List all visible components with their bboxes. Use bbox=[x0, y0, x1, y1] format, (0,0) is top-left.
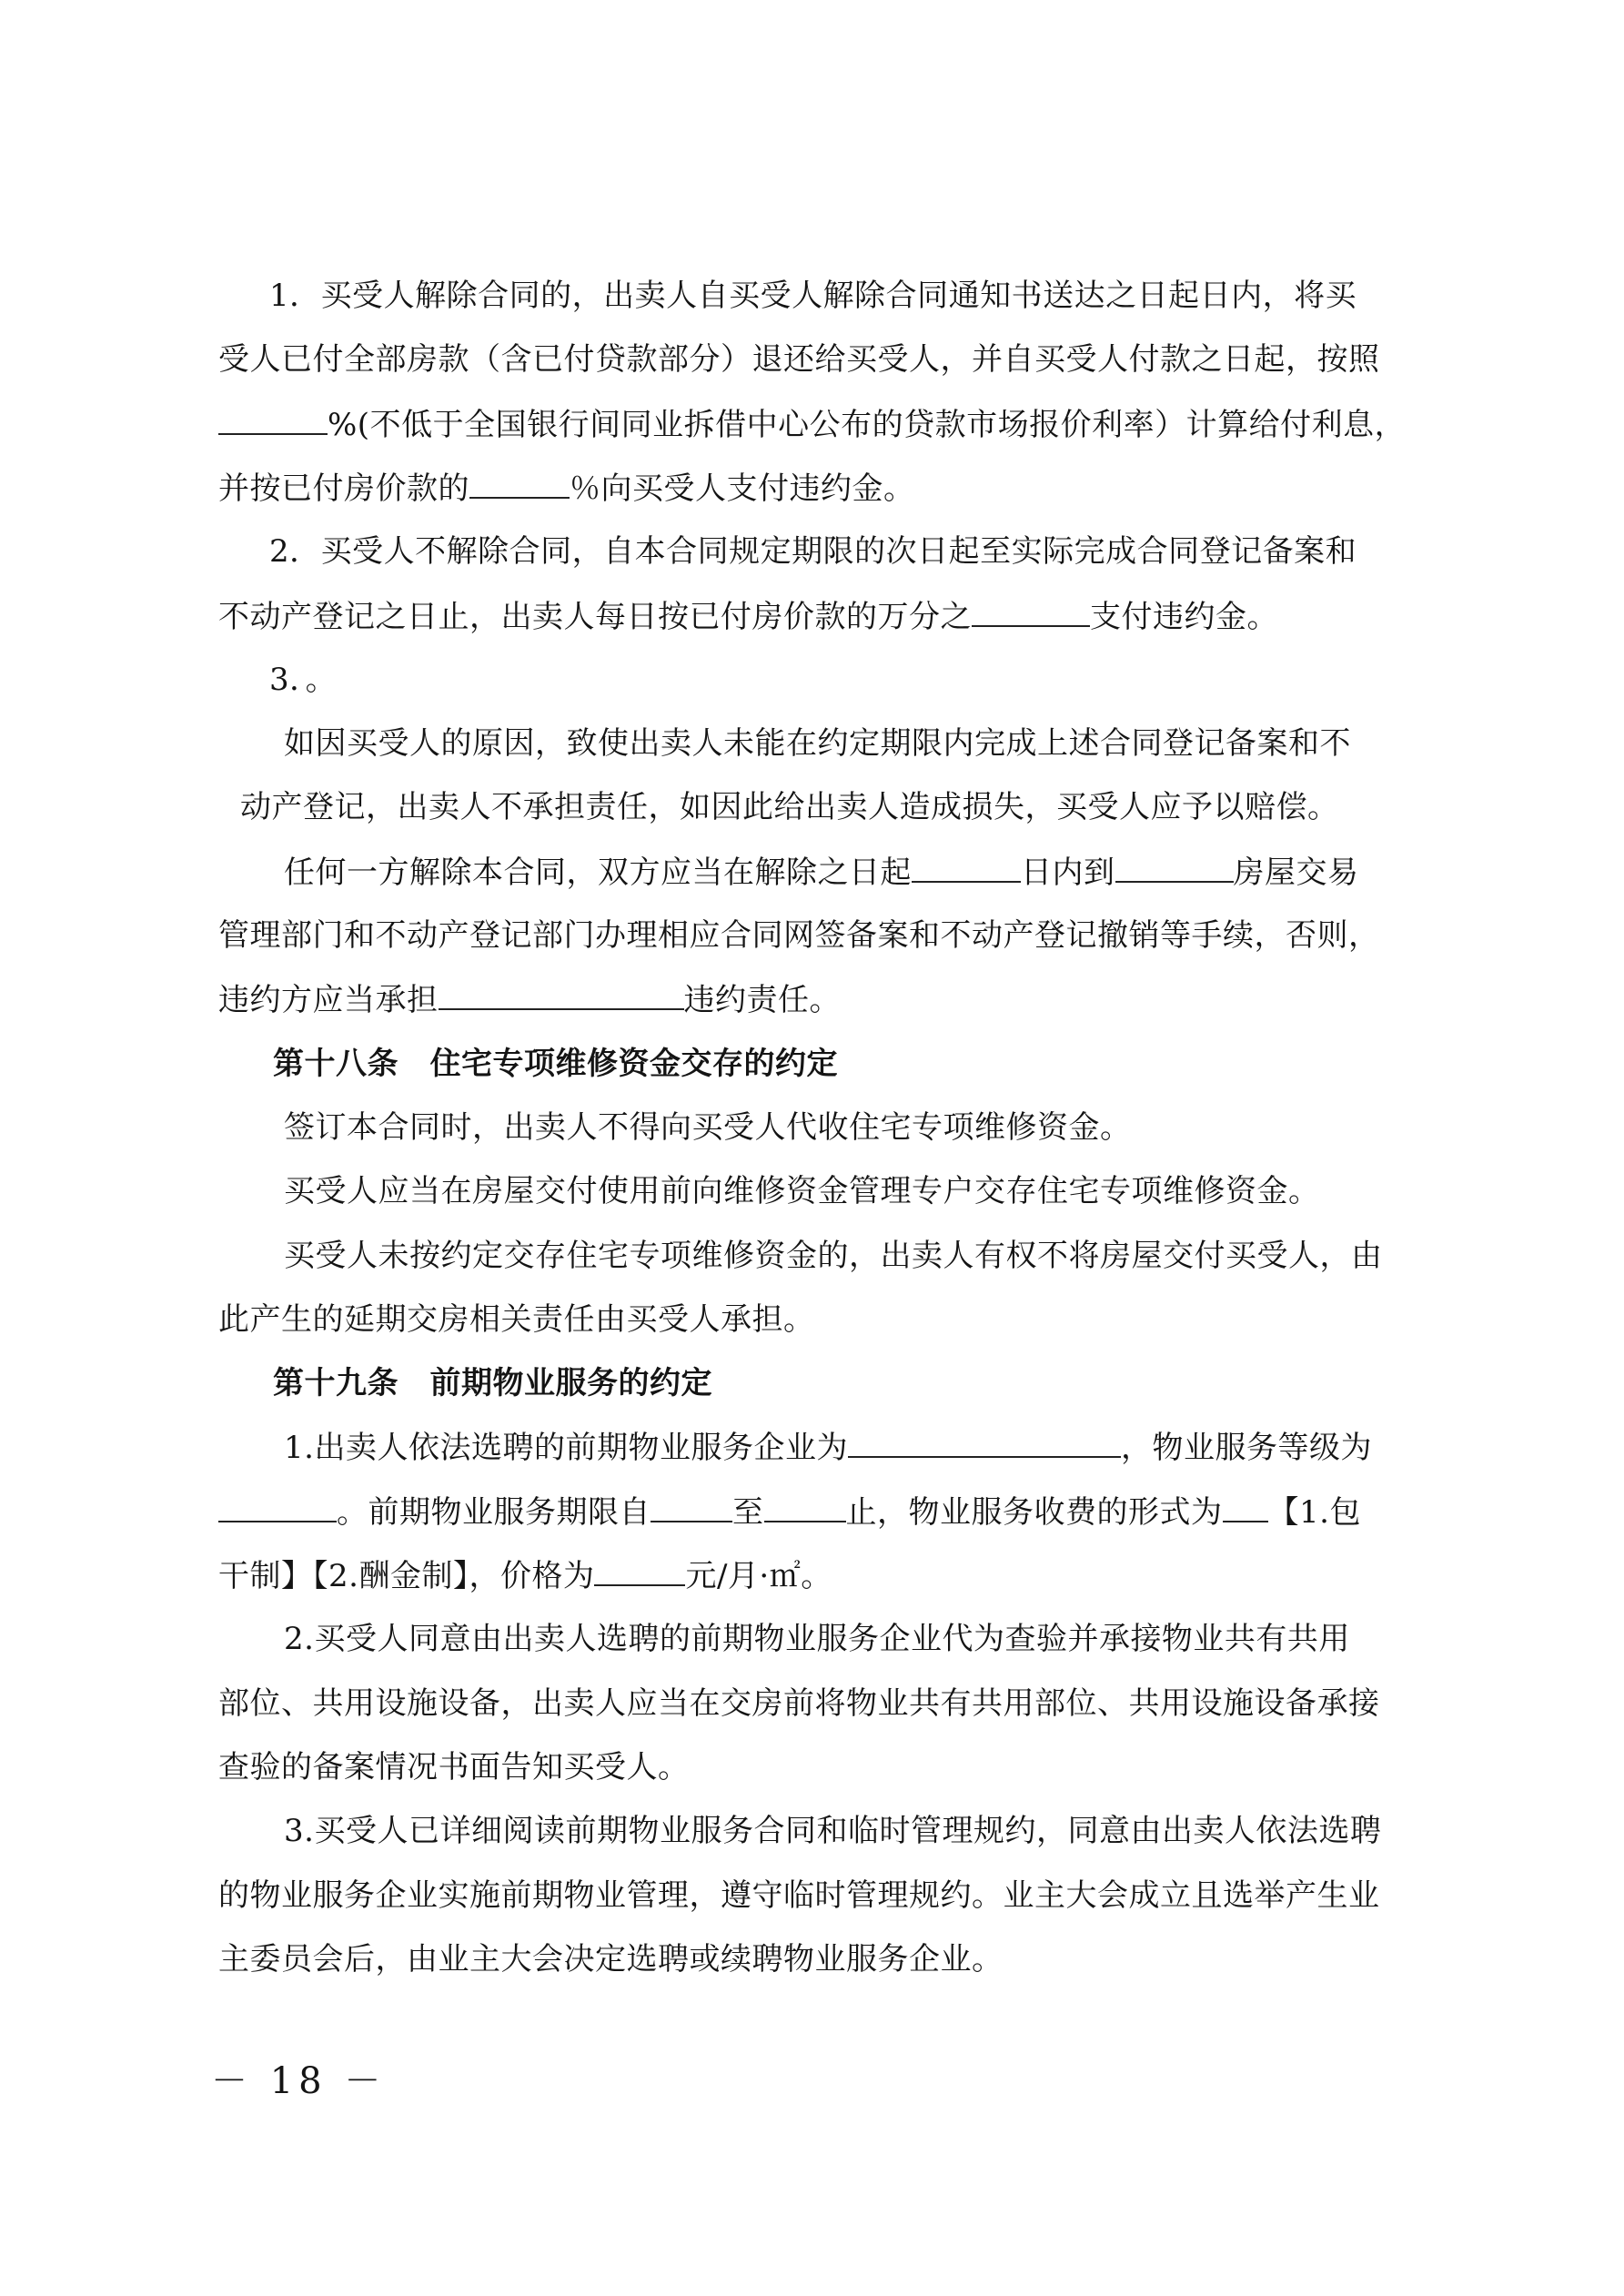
s19-item1-line2: 。前期物业服务期限自 至 止，物业服务收费的形式为 【1.包 bbox=[218, 1493, 1361, 1531]
blank-fee-form[interactable] bbox=[1223, 1493, 1268, 1522]
s17-item1-line4: 并按已付房价款的 ％向买受人支付违约金。 bbox=[218, 470, 915, 507]
blank-daily-penalty[interactable] bbox=[972, 598, 1090, 627]
s17-item1-line2: 受人已付全部房款（含已付贷款部分）退还给买受人，并自买受人付款之日起，按照 bbox=[218, 341, 1380, 378]
blank-interest-rate[interactable] bbox=[218, 406, 328, 435]
article-19-title: 第十九条 前期物业服务的约定 bbox=[273, 1365, 712, 1401]
s17-item2-line1: 2．买受人不解除合同，自本合同规定期限的次日起至实际完成合同登记备案和 bbox=[269, 533, 1357, 570]
s19-item3-line1: 3.买受人已详细阅读前期物业服务合同和临时管理规约，同意由出卖人依法选聘 bbox=[284, 1813, 1382, 1849]
s17-cancel-line3: 违约方应当承担 违约责任。 bbox=[218, 982, 841, 1018]
s19-item2-line2: 部位、共用设施设备，出卖人应当在交房前将物业共有共用部位、共用设施设备承接 bbox=[218, 1685, 1380, 1722]
article-18-title: 第十八条 住宅专项维修资金交存的约定 bbox=[273, 1046, 838, 1082]
s19-item1-line3: 干制】【2.酬金制】，价格为 元/月·㎡。 bbox=[218, 1558, 832, 1594]
s17-item3: 3．。 bbox=[269, 662, 338, 698]
blank-period-start[interactable] bbox=[651, 1493, 732, 1522]
s17-item1-line3: %(不低于全国银行间同业拆借中心公布的贷款市场报价利率）计算给付利息， bbox=[218, 406, 1406, 443]
blank-penalty-percent[interactable] bbox=[469, 470, 570, 499]
s19-item2-line1: 2.买受人同意由出卖人选聘的前期物业服务企业代为查验并承接物业共有共用 bbox=[284, 1621, 1350, 1657]
blank-housing-authority[interactable] bbox=[1115, 854, 1234, 883]
s19-item3-line3: 主委员会后，由业主大会决定选聘或续聘物业服务企业。 bbox=[218, 1941, 1004, 1977]
s17-item2-line2: 不动产登记之日止，出卖人每日按已付房价款的万分之 支付违约金。 bbox=[218, 599, 1278, 635]
s17-buyer-fault-line1: 如因买受人的原因，致使出卖人未能在约定期限内完成上述合同登记备案和不 bbox=[284, 725, 1351, 762]
article-18-p2: 买受人应当在房屋交付使用前向维修资金管理专户交存住宅专项维修资金。 bbox=[284, 1173, 1320, 1209]
blank-period-end[interactable] bbox=[764, 1493, 846, 1522]
s17-cancel-line2: 管理部门和不动产登记部门办理相应合同网签备案和不动产登记撤销等手续，否则， bbox=[218, 917, 1380, 954]
s19-item2-line3: 查验的备案情况书面告知买受人。 bbox=[218, 1749, 690, 1785]
s19-item1-line1: 1.出卖人依法选聘的前期物业服务企业为 ，物业服务等级为 bbox=[284, 1430, 1372, 1466]
article-18-p3-line1: 买受人未按约定交存住宅专项维修资金的，出卖人有权不将房屋交付买受人，由 bbox=[284, 1238, 1383, 1274]
blank-cancel-days[interactable] bbox=[912, 854, 1021, 883]
blank-breach-liability[interactable] bbox=[439, 981, 684, 1010]
blank-service-level[interactable] bbox=[218, 1493, 337, 1522]
blank-property-company[interactable] bbox=[848, 1429, 1121, 1458]
s17-item1-line1: 1．买受人解除合同的，出卖人自买受人解除合同通知书送达之日起日内，将买 bbox=[269, 278, 1357, 314]
s17-cancel-line1: 任何一方解除本合同，双方应当在解除之日起 日内到 房屋交易 bbox=[284, 855, 1359, 891]
s19-item3-line2: 的物业服务企业实施前期物业管理，遵守临时管理规约。业主大会成立且选举产生业 bbox=[218, 1877, 1380, 1914]
article-18-p3-line2: 此产生的延期交房相关责任由买受人承担。 bbox=[218, 1301, 815, 1338]
article-18-p1: 签订本合同时，出卖人不得向买受人代收住宅专项维修资金。 bbox=[284, 1109, 1132, 1146]
page-number: － 18 － bbox=[211, 2060, 387, 2102]
s17-buyer-fault-line2: 动产登记，出卖人不承担责任，如因此给出卖人造成损失，买受人应予以赔偿。 bbox=[240, 789, 1339, 825]
blank-fee-price[interactable] bbox=[594, 1557, 685, 1586]
